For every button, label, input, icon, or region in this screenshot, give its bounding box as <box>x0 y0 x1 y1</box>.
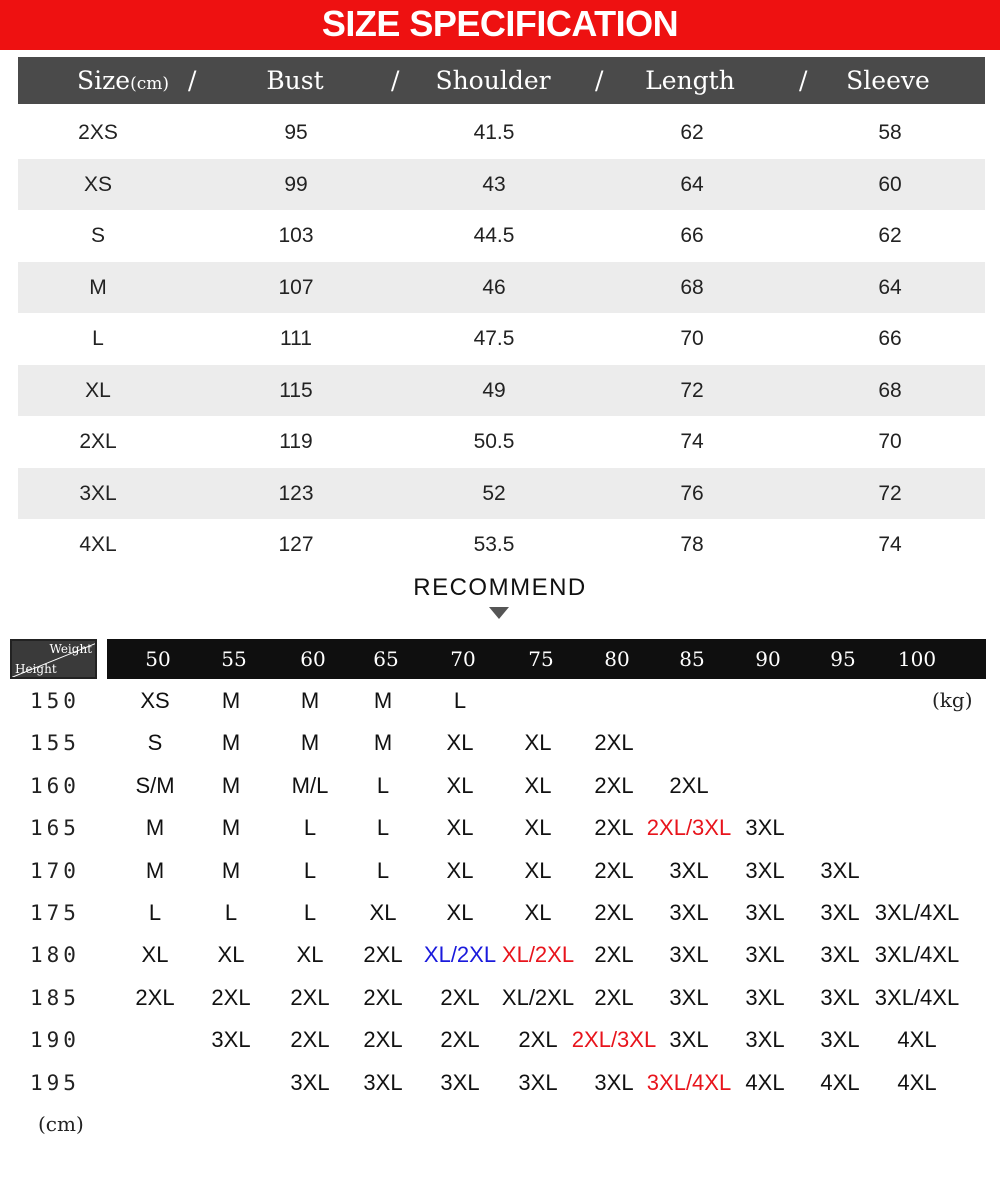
spec-cell-bust: 103 <box>278 224 314 247</box>
corner-weight-label: Weight <box>49 642 92 656</box>
size-recommendation: 2XL <box>594 857 634 883</box>
height-label: 150 <box>30 689 80 713</box>
spec-cell-sleeve: 72 <box>878 481 902 505</box>
spec-row <box>18 468 985 519</box>
size-recommendation: 2XL <box>594 772 634 798</box>
spec-row <box>18 159 985 210</box>
spec-cell-sleeve: 60 <box>878 172 902 196</box>
page-title: SIZE SPECIFICATION <box>321 3 679 44</box>
spec-row <box>18 210 985 261</box>
header-size-unit: (cm) <box>130 74 169 94</box>
spec-cell-shoulder: 47.5 <box>473 327 515 350</box>
spec-cell-bust: 107 <box>278 275 314 299</box>
size-recommendation: 4XL <box>897 1069 937 1095</box>
spec-cell-length: 78 <box>680 533 704 556</box>
size-recommendation: XL <box>524 900 552 925</box>
header-separator: / <box>595 66 604 95</box>
weight-header-cell: 55 <box>221 647 247 671</box>
size-recommendation: XL <box>524 772 552 798</box>
spec-table-header <box>18 57 985 104</box>
spec-cell-size: 2XL <box>79 430 117 453</box>
size-recommendation: 3XL <box>594 1069 634 1095</box>
header-separator: / <box>799 66 808 95</box>
size-recommendation: M/L <box>291 772 329 798</box>
size-recommendation: 2XL <box>594 815 634 841</box>
size-recommendation: L <box>453 688 467 713</box>
size-recommendation: XL <box>446 815 474 841</box>
size-recommendation: XL <box>217 942 245 968</box>
spec-cell-sleeve: 74 <box>878 533 902 556</box>
size-recommendation: 2XL/3XL <box>646 815 732 841</box>
size-recommendation: M <box>300 688 320 713</box>
header-shoulder: Shoulder <box>435 66 551 95</box>
weight-header-cell: 80 <box>604 647 630 671</box>
size-recommendation: L <box>376 772 390 798</box>
weight-header-cell: 70 <box>450 647 476 671</box>
spec-cell-shoulder: 53.5 <box>473 533 515 556</box>
height-label: 195 <box>30 1070 80 1095</box>
size-recommendation: 2XL <box>440 984 480 1010</box>
spec-cell-size: XS <box>83 172 112 196</box>
size-recommendation: 3XL <box>669 942 709 968</box>
spec-cell-length: 66 <box>680 224 704 247</box>
size-recommendation: 2XL <box>594 984 634 1010</box>
spec-cell-shoulder: 41.5 <box>473 121 515 144</box>
height-label: 160 <box>30 773 80 798</box>
spec-cell-sleeve: 64 <box>878 275 902 299</box>
spec-cell-size: 4XL <box>79 533 117 556</box>
size-recommendation: 3XL <box>745 857 785 883</box>
size-recommendation: 3XL <box>820 984 860 1010</box>
size-recommendation: 2XL <box>363 984 403 1010</box>
size-recommendation: 2XL <box>594 730 634 756</box>
size-recommendation: XL/2XL <box>423 942 497 968</box>
header-size <box>58 57 188 104</box>
weight-header-cell: 50 <box>145 647 171 671</box>
size-recommendation: XL <box>524 815 552 841</box>
spec-cell-sleeve: 58 <box>878 121 902 144</box>
weight-height-corner <box>10 639 97 679</box>
size-recommendation: 3XL <box>820 1027 860 1053</box>
height-label: 190 <box>30 1028 80 1053</box>
size-recommendation: XS <box>140 688 170 713</box>
header-separator: / <box>391 66 400 95</box>
size-recommendation: 3XL <box>745 815 785 841</box>
size-recommendation: 2XL <box>290 984 330 1010</box>
spec-cell-sleeve: 68 <box>878 378 902 402</box>
size-recommendation: M <box>300 730 320 756</box>
size-recommendation: L <box>376 815 390 841</box>
size-recommendation: L <box>303 815 317 841</box>
size-recommendation: XL <box>446 772 474 798</box>
spec-cell-size: S <box>90 224 105 247</box>
height-label: 185 <box>30 985 80 1010</box>
size-recommendation: XL/2XL <box>501 984 575 1010</box>
size-recommendation: 3XL <box>290 1069 330 1095</box>
recommend-title: RECOMMEND <box>413 574 587 601</box>
size-recommendation: 3XL <box>518 1069 558 1095</box>
size-recommendation: 3XL <box>820 857 860 883</box>
spec-cell-shoulder: 46 <box>482 275 506 299</box>
height-unit: (cm) <box>38 1112 84 1136</box>
size-recommendation: 2XL <box>363 1027 403 1053</box>
size-recommendation: 3XL <box>820 942 860 968</box>
size-recommendation: 2XL <box>669 772 709 798</box>
size-recommendation: 4XL <box>745 1069 785 1095</box>
header-bust: Bust <box>266 66 324 95</box>
spec-cell-shoulder: 52 <box>482 481 506 505</box>
header-size-label: Size <box>77 66 131 95</box>
title-banner <box>0 0 1000 50</box>
spec-cell-size: L <box>92 327 104 350</box>
header-separator: / <box>188 66 197 95</box>
spec-cell-length: 72 <box>680 378 704 402</box>
size-recommendation: M <box>221 688 241 713</box>
spec-cell-size: XL <box>85 378 111 402</box>
size-recommendation: 2XL <box>363 942 403 968</box>
weight-header-cell: 100 <box>897 647 937 671</box>
height-label: 155 <box>30 731 80 756</box>
size-recommendation: XL <box>446 857 474 883</box>
size-recommendation: XL <box>446 900 474 925</box>
spec-row <box>18 313 985 364</box>
size-recommendation: 2XL <box>440 1027 480 1053</box>
size-recommendation: 3XL <box>745 1027 785 1053</box>
spec-row <box>18 107 985 158</box>
size-recommendation: 2XL <box>135 984 175 1010</box>
size-recommendation: M <box>145 815 165 841</box>
weight-header-cell: 95 <box>830 647 856 671</box>
height-label: 165 <box>30 816 80 841</box>
size-recommendation: 3XL/4XL <box>874 942 960 968</box>
spec-cell-shoulder: 43 <box>482 172 506 196</box>
size-recommendation: 2XL <box>290 1027 330 1053</box>
spec-cell-length: 76 <box>680 481 704 505</box>
spec-cell-sleeve: 66 <box>878 327 902 350</box>
spec-row <box>18 262 985 313</box>
size-recommendation: 3XL <box>745 984 785 1010</box>
size-recommendation: 2XL <box>594 942 634 968</box>
spec-cell-length: 64 <box>680 172 704 196</box>
size-recommendation: 3XL/4XL <box>646 1069 732 1095</box>
size-recommendation: 2XL/3XL <box>571 1027 657 1053</box>
spec-cell-bust: 115 <box>279 378 313 402</box>
size-recommendation: 3XL <box>745 942 785 968</box>
height-label: 180 <box>30 943 80 968</box>
size-recommendation: M <box>221 815 241 841</box>
size-recommendation: XL <box>524 857 552 883</box>
spec-cell-size: 3XL <box>79 481 117 505</box>
spec-cell-bust: 111 <box>280 327 312 350</box>
header-length: Length <box>645 66 735 95</box>
spec-cell-sleeve: 62 <box>878 224 902 247</box>
spec-cell-size: M <box>89 275 107 299</box>
size-recommendation: 3XL/4XL <box>874 900 960 925</box>
size-recommendation: L <box>303 900 317 925</box>
size-recommendation: XL/2XL <box>501 942 575 968</box>
weight-header-cell: 90 <box>755 647 781 671</box>
spec-cell-bust: 123 <box>278 481 314 505</box>
spec-cell-sleeve: 70 <box>878 430 902 453</box>
size-recommendation: S <box>147 730 163 756</box>
size-recommendation: XL <box>296 942 324 968</box>
size-recommendation: M <box>221 857 241 883</box>
size-recommendation: 4XL <box>897 1027 937 1053</box>
size-recommendation: M <box>145 857 165 883</box>
size-recommendation: 3XL <box>669 900 709 925</box>
weight-header-cell: 65 <box>373 647 399 671</box>
size-recommendation: M <box>373 688 393 713</box>
size-recommendation: 3XL/4XL <box>874 984 960 1010</box>
size-recommendation: L <box>376 857 390 883</box>
size-recommendation: 2XL <box>594 900 634 925</box>
size-recommendation: XL <box>369 900 397 925</box>
spec-cell-length: 68 <box>680 275 704 299</box>
spec-cell-length: 74 <box>680 430 704 453</box>
weight-header-cell: 85 <box>679 647 705 671</box>
spec-cell-length: 70 <box>680 327 704 350</box>
size-recommendation: XL <box>446 730 474 756</box>
spec-cell-bust: 119 <box>279 430 313 453</box>
spec-cell-shoulder: 50.5 <box>473 430 515 453</box>
size-recommendation: 3XL <box>669 1027 709 1053</box>
triangle-down-icon <box>489 607 509 619</box>
size-recommendation: S/M <box>135 772 175 798</box>
size-recommendation: 2XL <box>211 984 251 1010</box>
size-recommendation: 3XL <box>820 900 860 925</box>
corner-height-label: Height <box>15 662 57 676</box>
size-recommendation: L <box>303 857 317 883</box>
height-label: 175 <box>30 901 80 925</box>
size-recommendation: M <box>221 730 241 756</box>
size-recommendation: L <box>224 900 238 925</box>
weight-header-cell: 75 <box>528 647 554 671</box>
size-recommendation: 2XL <box>518 1027 558 1053</box>
size-recommendation: 3XL <box>669 857 709 883</box>
size-recommendation: 4XL <box>820 1069 860 1095</box>
spec-cell-bust: 99 <box>284 172 308 196</box>
header-sleeve: Sleeve <box>846 66 930 95</box>
size-recommendation: XL <box>141 942 169 968</box>
size-recommendation: 3XL <box>211 1027 251 1053</box>
size-recommendation: XL <box>524 730 552 756</box>
spec-cell-shoulder: 44.5 <box>473 224 515 247</box>
size-recommendation: 3XL <box>440 1069 480 1095</box>
spec-row <box>18 365 985 416</box>
spec-cell-bust: 127 <box>278 533 314 556</box>
height-label: 170 <box>30 858 80 883</box>
spec-row <box>18 519 985 570</box>
weight-header-cell: 60 <box>300 647 326 671</box>
spec-cell-bust: 95 <box>284 121 308 144</box>
spec-cell-length: 62 <box>680 121 704 144</box>
weight-unit: (kg) <box>932 688 973 712</box>
size-recommendation: M <box>373 730 393 756</box>
size-recommendation: 3XL <box>669 984 709 1010</box>
spec-row <box>18 416 985 467</box>
spec-cell-size: 2XS <box>78 121 118 144</box>
spec-cell-shoulder: 49 <box>482 378 506 402</box>
size-recommendation: 3XL <box>745 900 785 925</box>
size-recommendation: M <box>221 772 241 798</box>
size-recommendation: L <box>148 900 162 925</box>
size-recommendation: 3XL <box>363 1069 403 1095</box>
